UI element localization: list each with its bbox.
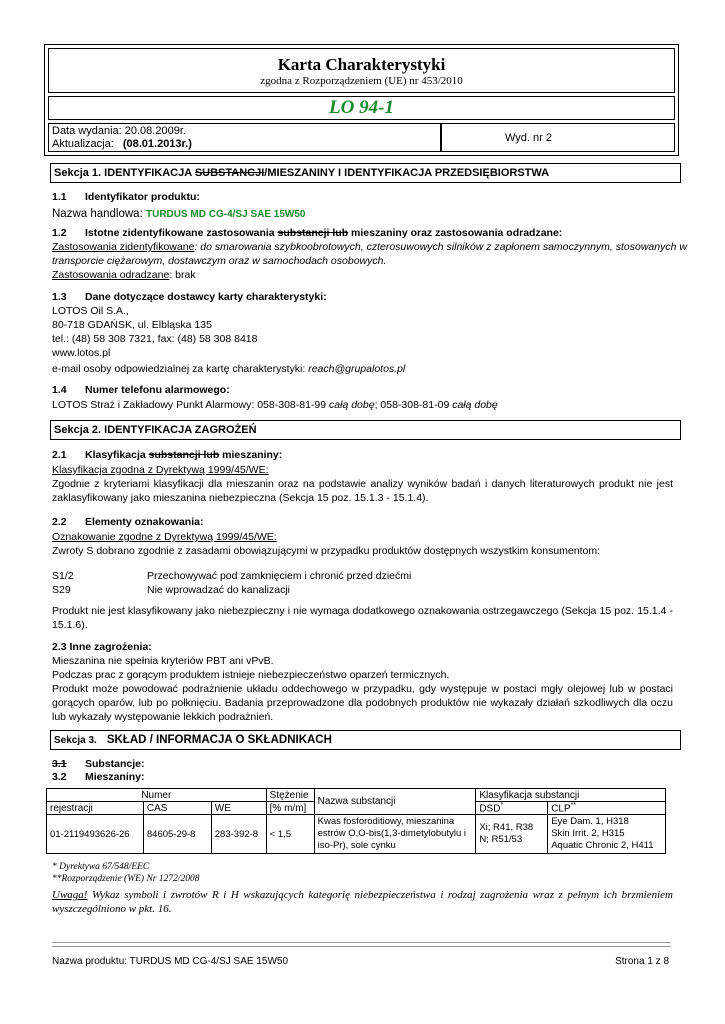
table-header-row (47, 789, 666, 802)
h-1-4: 1.4 Numer telefonu alarmowego: (52, 384, 230, 396)
update-date (52, 137, 192, 151)
title-box (48, 48, 675, 93)
footer-page: Strona 1 z 8 (615, 956, 669, 967)
th-cas: CAS (143, 802, 211, 815)
update-value: (08.01.2013r.) (122, 138, 192, 150)
table-row (47, 815, 666, 854)
s-phrase-1: S1/2 Przechowywać pod zamknięciem i chronić przed dziećmi (52, 570, 412, 582)
labelling-label: Oznakowanie zgodne z Dyrektywą 1999/45/WE: (52, 531, 277, 543)
th-numer: Numer (47, 789, 267, 802)
issue-date: Data wydania: 20.08.2009r. (52, 125, 186, 137)
product-code: LO 94-1 (329, 97, 394, 118)
supplier-line-3: tel.: (48) 58 308 7321, fax: (48) 58 308 8418 (52, 333, 258, 345)
h-1-2: 1.2 Istotne zidentyfikowane zastosowania substancji lub mieszaniny oraz zastosowania odradzane: (52, 227, 563, 239)
s-phrase-2: S29 Nie wprowadzać do kanalizacji (52, 584, 290, 596)
update-label: Aktualizacja: (52, 138, 114, 150)
cell-we: 283-392-8 (211, 815, 266, 854)
labelling-text: Zwroty S dobrano zgodnie z zasadami obowiązującymi w przypadku produktów dostępnych wszystkim konsumentom: (52, 545, 600, 557)
h-1-3: 1.3 Dane dotyczące dostawcy karty charakterystyki: (52, 291, 327, 303)
not-classified-text: Produkt nie jest klasyfikowany jako niebezpieczny i nie wymaga dodatkowego oznakowania ostrzegawczego (Sekcja 15 poz. 15.1.4 - 15.1.6). (52, 605, 673, 631)
edition-box (441, 123, 675, 152)
section-1-title: Sekcja 1. IDENTYFIKACJA SUBSTANCJI/MIESZANINY I IDENTYFIKACJA PRZEDSIĘBIORSTWA (54, 167, 550, 179)
footer-product: Nazwa produktu: TURDUS MD CG-4/SJ SAE 15W50 (52, 956, 289, 967)
footnote-1: * Dyrektywa 67/548/EEC (52, 862, 150, 872)
h-2-3: 2.3 Inne zagrożenia: (52, 641, 152, 653)
footer-divider (52, 942, 671, 947)
dates-box (48, 123, 441, 152)
h-3-1: 3.1 Substancje: (52, 758, 145, 770)
th-we: WE (211, 802, 266, 815)
h-2-2: 2.2 Elementy oznakowania: (52, 516, 204, 528)
cell-cas: 84605-29-8 (143, 815, 211, 854)
email-link[interactable]: reach@grupalotos.pl (308, 363, 406, 375)
uses-identified-2: transporcie ciężarowym, dostawczym oraz w samochodach osobowych. (52, 255, 387, 267)
cell-clp: Eye Dam. 1, H318 Skin Irrit. 2, H315 Aquatic Chronic 2, H411 (548, 815, 666, 854)
note: Uwaga! Wykaz symboli i zwrotów R i H wskazujących kategorię niebezpieczeństwa i rodzaj zagrożenia wraz z pełnym ich brzmieniem wyszczególniono w pkt. 16. (52, 889, 673, 915)
trade-name-value: TURDUS MD CG-4/SJ SAE 15W50 (145, 209, 306, 220)
product-code-box (48, 96, 675, 120)
cell-stezenie: < 1,5 (266, 815, 314, 854)
supplier-email: e-mail osoby odpowiedzialnej za kartę charakterystyki: reach@grupalotos.pl (52, 363, 406, 375)
cell-dsd: Xi; R41, R38 N; R51/53 (476, 815, 548, 854)
section-2-header (50, 420, 681, 440)
h-2-1: 2.1 Klasyfikacja substancji lub mieszaniny: (52, 449, 283, 461)
substances-table (46, 788, 666, 854)
th-stezenie: Stężenie (266, 789, 314, 802)
th-stezenie-unit: [% m/m] (266, 802, 314, 815)
section-3-title: Sekcja 3. SKŁAD / INFORMACJA O SKŁADNIKACH (54, 734, 332, 746)
other-hazards-3: Produkt może powodować podrażnienie układu oddechowego w przypadku, gdy występuje w postaci mgły olejowej lub w postaci gorących oparów, lub po połknięciu. Badania przeprowadzone dla podobnych produktów nie wykazały działań szkodliwych dla oczu lub wykazały występowanie lekkich podrażnień. (52, 683, 673, 723)
footnote-2: **Rozporządzenie (WE) Nr 1272/2008 (52, 874, 200, 884)
other-hazards-1: Mieszanina nie spełnia kryteriów PBT ani vPvB. (52, 655, 274, 667)
cell-nazwa: Kwas fosforoditiowy, mieszanina estrów O,O-bis(1,3-dimetylobutylu i iso-Pr), sole cynku (314, 815, 476, 854)
section-1-header (50, 163, 681, 183)
classification-text: Zgodnie z kryteriami klasyfikacji dla mieszanin oraz na podstawie analizy wyników badań i danych literaturowych produkt nie jest zaklasyfikowany jako mieszanina niebezpieczna (Sekcja 15 poz. 15.1.3 - 15.1.4). (52, 478, 673, 504)
uses-advised-against: Zastosowania odradzane: brak (52, 269, 196, 281)
h-1-1: 1.1 Identyfikator produktu: (52, 191, 200, 203)
th-clp: CLP** (548, 802, 666, 815)
cell-rejestracji: 01-2119493626-26 (47, 815, 144, 854)
th-nazwa: Nazwa substancji (314, 789, 476, 815)
supplier-website[interactable]: www.lotos.pl (52, 347, 111, 359)
edition: Wyd. nr 2 (505, 132, 552, 144)
section-3-header (50, 730, 681, 750)
other-hazards-2: Podczas prac z gorącym produktem istnieje niebezpieczeństwo oparzeń termicznych. (52, 669, 450, 681)
h-3-2: 3.2 Mieszaniny: (52, 771, 145, 783)
th-dsd: DSD* (476, 802, 548, 815)
trade-name: Nazwa handlowa: TURDUS MD CG-4/SJ SAE 15W50 (52, 208, 306, 220)
uses-identified: Zastosowania zidentyfikowane: do smarowania szybkoobrotowych, czterosuwowych silników z zapłonem samoczynnym, stosowanych w (52, 241, 687, 253)
doc-subtitle: zgodna z Rozporządzeniem (UE) nr 453/2010 (260, 75, 463, 87)
doc-title: Karta Charakterystyki (277, 55, 446, 74)
emergency-phone: LOTOS Straż i Zakładowy Punkt Alarmowy: 058-308-81-99 całą dobę; 058-308-81-09 całą dobę (52, 399, 498, 411)
classification-label: Klasyfikacja zgodna z Dyrektywą 1999/45/WE: (52, 464, 269, 476)
section-2-title: Sekcja 2. IDENTYFIKACJA ZAGROŻEŃ (54, 424, 257, 436)
th-rejestracji: rejestracji (47, 802, 144, 815)
th-klasyfikacja: Klasyfikacja substancji (476, 789, 666, 802)
supplier-line-2: 80-718 GDAŃSK, ul. Elbląska 135 (52, 319, 212, 331)
supplier-line-1: LOTOS Oil S.A., (52, 305, 129, 317)
